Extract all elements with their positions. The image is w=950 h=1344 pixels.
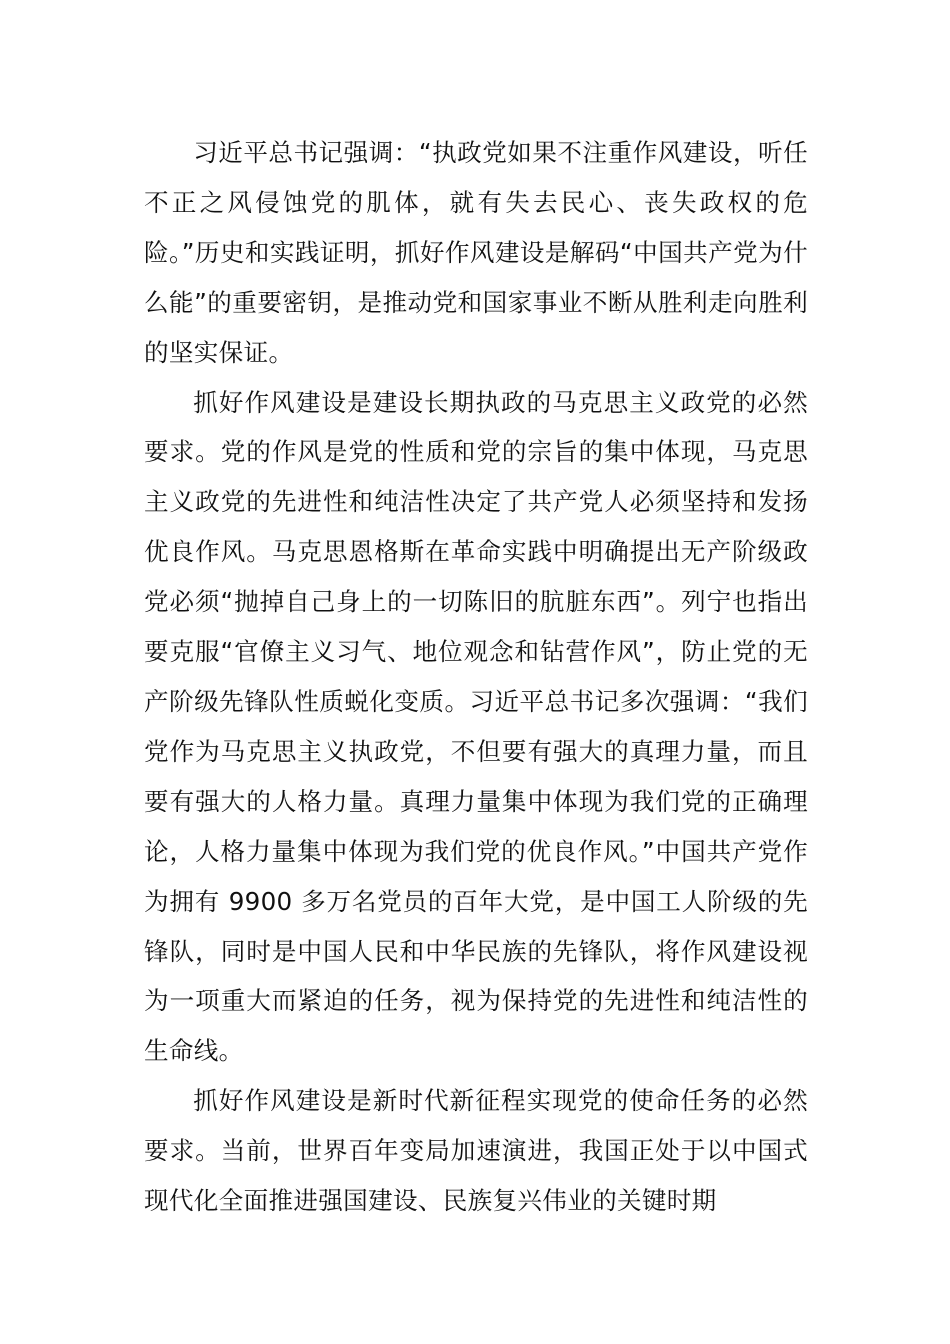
paragraph-2: 抓好作风建设是建设长期执政的马克思主义政党的必然要求。党的作风是党的性质和党的宗旨的集中体现，马克思主义政党的先进性和纯洁性决定了共产党人必须坚持和发扬优良作风。马克思恩格斯在革命实践中明确提出无产阶级政党必须“抛掉自己身上的一切陈旧的肮脏东西”。列宁也指出要克服“官僚主义习气、地位观念和钻营作风”，防止党的无产阶级先锋队性质蜕化变质。习近平总书记多次强调：“我们党作为马克思主义执政党，不但要有强大的真理力量，而且要有强大的人格力量。真理力量集中体现为我们党的正确理论，人格力量集中体现为我们党的优良作风。”中国共产党作为拥有 9900 多万名党员的百年大党，是中国工人阶级的先锋队，同时是中国人民和中华民族的先锋队，将作风建设视为一项重大而紧迫的任务，视为保持党的先进性和纯洁性的生命线。 [144, 387, 808, 1066]
paragraph-3: 抓好作风建设是新时代新征程实现党的使命任务的必然要求。当前，世界百年变局加速演进，我国正处于以中国式现代化全面推进强国建设、民族复兴伟业的关键时期 [144, 1086, 808, 1216]
document-body [144, 128, 808, 1226]
paragraph-1: 习近平总书记强调：“执政党如果不注重作风建设，听任不正之风侵蚀党的肌体，就有失去民心、丧失政权的危险。”历史和实践证明，抓好作风建设是解码“中国共产党为什么能”的重要密钥，是推动党和国家事业不断从胜利走向胜利的坚实保证。 [144, 138, 808, 367]
